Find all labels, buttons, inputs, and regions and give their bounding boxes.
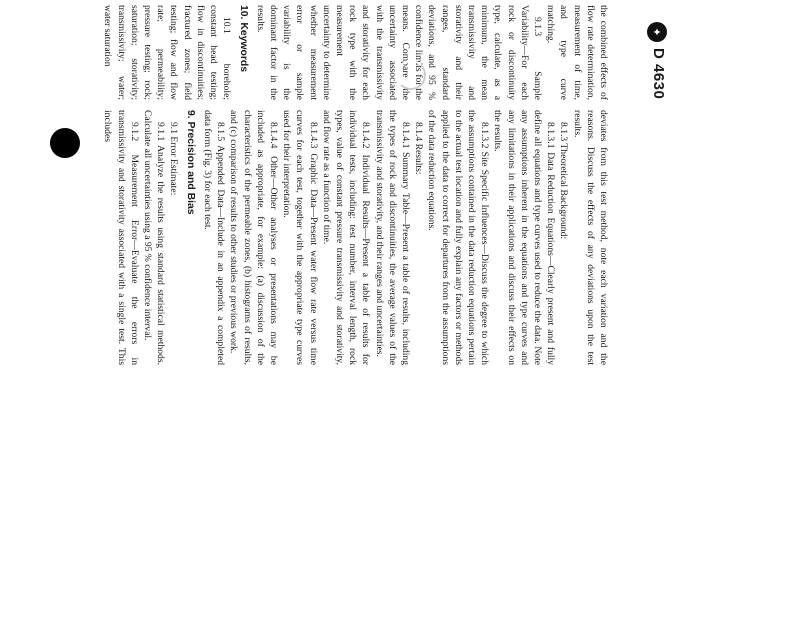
astm-logo-icon: ✦ — [647, 22, 667, 42]
paragraph: 8.1.3.1 Data Reduction Equations—Clearly present and fully define all equations and type curves used to reduce the data. Note any assumptions inherent in the equations and type curves and any limitations in their applications and discuss their effects on the results. — [492, 110, 557, 365]
paragraph: the combined effects of flow rate determination, measurement of time, and type curve matching. — [545, 5, 609, 100]
paragraph: 9.1.1 Analyze the results using standard statistical methods. Calculate all uncertainties using a 95 % confidence interval. — [142, 110, 167, 365]
paragraph: 9.1.2 Measurement Error—Evaluate the errors in transmissivity and storativity associated with a single test. This includes — [102, 110, 140, 365]
paragraph: 8.1.4.3 Graphic Data—Present water flow rate versus time curves for each test, together with the appropriate type curves used for their interpretation. — [281, 110, 319, 365]
punch-hole-icon — [396, 60, 426, 90]
punch-hole-icon — [50, 128, 80, 158]
paragraph: 8.1.3 Theoretical Background: — [558, 122, 570, 240]
standard-designation: D 4630 — [650, 48, 667, 100]
paragraph: 9.1.3 Sample Variability—For each rock or discontinuity type, calculate, as a minimum, the mean transmissivity and storativity and their ranges, standard deviations, and 95 % confidence limits for the means. Compare the uncertainty associated with the transmissivity and storativity for each rock type with the measurement uncertainty to determine whether measurement error or sample variability is the dominant factor in the results. — [254, 5, 543, 100]
paragraph: 8.1.4.4 Other—Other analyses or presentations may be included as appropriate, for example: (a) discussion of the characteristics of the permeable zones, (b) histograms of results, and (c) comparison of results to other studies or previous work. — [228, 110, 279, 365]
paragraph: 8.1.4.2 Individual Results—Present a table of results for individual tests, including: test number, interval length, rock types, value of constant pressure transmissivity and storativity, and flow rate as a function of time. — [320, 110, 372, 365]
paragraph: deviates from this test method, note each variation and the reasons. Discuss the effects of any deviations upon the test results. — [571, 110, 609, 365]
paragraph: 8.1.3.2 Site Specific Influences—Discuss the degree to which the assumptions contained in the data reduction equations pertain to the actual test location and fully explain any factors or methods applied to the data to correct for departures from the assumptions of the data reduction equations. — [426, 110, 491, 365]
paragraph: 10.1 borehole; constant head testing; flow in discontinuities; fractured zones; field testing; flow and flow rate; permeability; pressure testing; rock; saturation; storativity; transmissivity; water; water saturation — [102, 5, 233, 100]
section-heading: 10. Keywords — [237, 5, 249, 72]
paragraph: 9.1 Error Estimate: — [168, 122, 180, 196]
paragraph: 8.1.4.1 Summary Table—Present a table of results, including the types of rock and discontinuities, the average values of the transmissivity and storativity, and their ranges and uncertainties. — [373, 110, 411, 365]
section-heading: 9. Precision and Bias — [184, 110, 196, 215]
paragraph: 8.1.5 Appended Data—Include in an appendix a completed data form (Fig. 3) for each test. — [201, 110, 227, 365]
paragraph: 8.1.4 Results: — [413, 122, 425, 175]
right-column — [101, 5, 610, 100]
left-column — [101, 110, 610, 365]
